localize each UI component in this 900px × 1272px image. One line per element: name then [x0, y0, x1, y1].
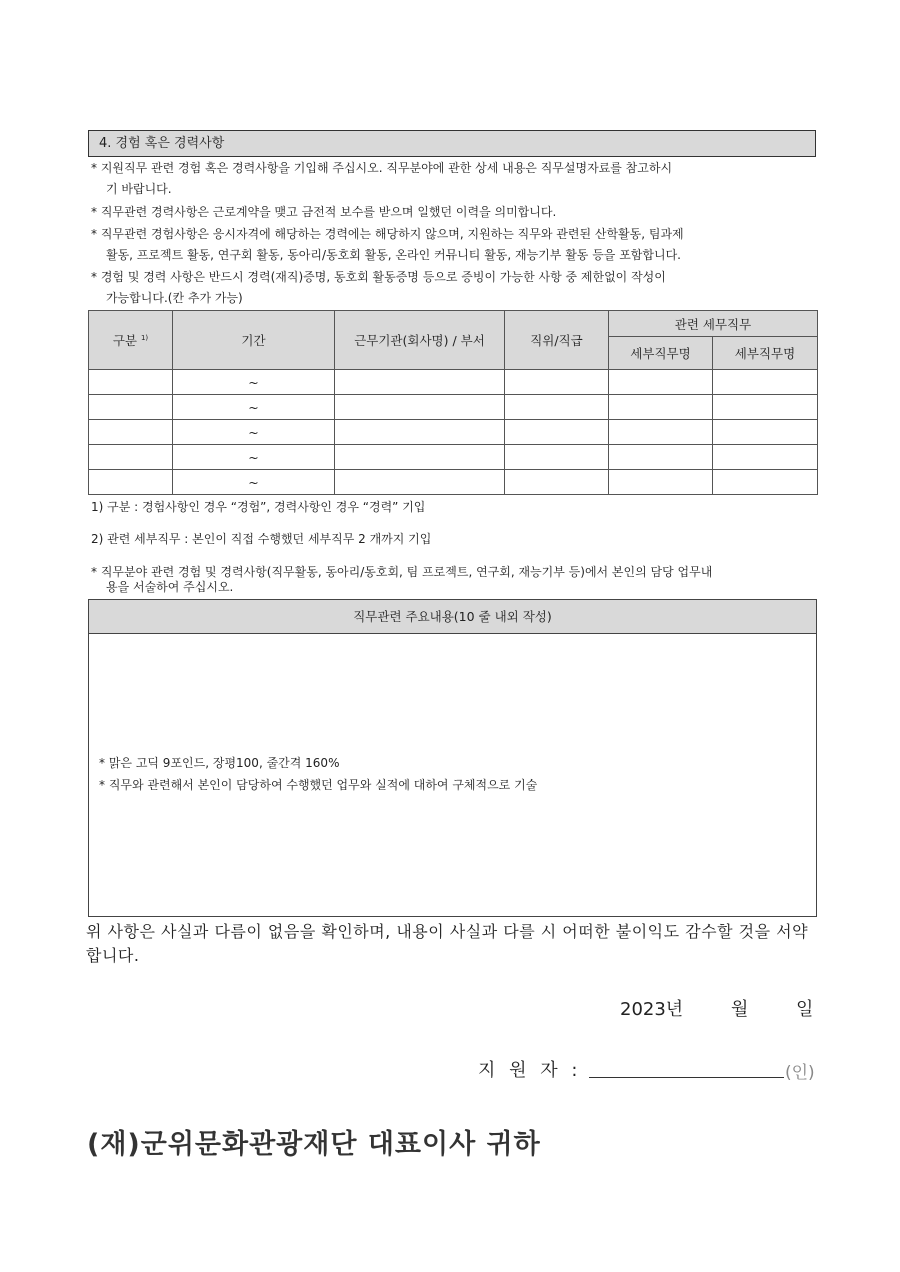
cell-category[interactable] — [89, 395, 173, 420]
cell-category[interactable] — [89, 420, 173, 445]
note-3-line-2: 활동, 프로젝트 활동, 연구회 활동, 동아리/동호회 활동, 온라인 커뮤니티 활동, 재능기부 활동 등을 포함합니다. — [106, 248, 681, 262]
footnote-2: 2) 관련 세부직무 : 본인이 직접 수행했던 세부직무 2 개까지 기입 — [91, 532, 432, 546]
cell-period[interactable]: ~ — [173, 395, 335, 420]
cell-period[interactable]: ~ — [173, 420, 335, 445]
table-row — [89, 395, 818, 420]
duty-header: 직무관련 주요내용(10 줄 내외 작성) — [89, 600, 816, 634]
cell-position[interactable] — [505, 395, 609, 420]
date-day: 일 — [796, 999, 814, 1020]
footnote-1: 1) 구분 : 경험사항인 경우 “경험”, 경력사항인 경우 “경력” 기입 — [91, 500, 426, 514]
applicant-label: 지 원 자 : — [478, 1060, 582, 1081]
table-row — [89, 470, 818, 495]
cell-sub-duty-1[interactable] — [609, 470, 713, 495]
cell-organization[interactable] — [335, 370, 505, 395]
cell-sub-duty-2[interactable] — [713, 420, 818, 445]
recipient: (재)군위문화관광재단 대표이사 귀하 — [87, 1129, 541, 1160]
note-4-line-1: * 경험 및 경력 사항은 반드시 경력(재직)증명, 동호회 활동증명 등으로 증빙이 가능한 사항 중 제한없이 작성이 — [91, 270, 666, 284]
footnote-3-line-1: * 직무분야 관련 경험 및 경력사항(직무활동, 동아리/동호회, 팀 프로젝트, 연구회, 재능기부 등)에서 본인의 담당 업무내 — [91, 565, 713, 579]
header-sub-duty-2: 세부직무명 — [713, 337, 818, 370]
cell-sub-duty-1[interactable] — [609, 370, 713, 395]
header-category: 구분 $^{1)}$ — [89, 311, 173, 370]
signature-line[interactable] — [589, 1077, 784, 1078]
cell-category[interactable] — [89, 470, 173, 495]
footnote-3-line-2: 용을 서술하여 주십시오. — [106, 580, 234, 594]
cell-organization[interactable] — [335, 395, 505, 420]
cell-category[interactable] — [89, 370, 173, 395]
duty-hint-1: * 맑은 고딕 9포인드, 장평100, 줄간격 160% — [99, 756, 340, 770]
note-4-line-2: 가능합니다.(칸 추가 가능) — [106, 291, 243, 305]
cell-period[interactable]: ~ — [173, 445, 335, 470]
duty-hint-2: * 직무와 관련해서 본인이 담당하여 수행했던 업무와 실적에 대하여 구체적으로 기술 — [99, 778, 538, 792]
table-row — [89, 370, 818, 395]
duty-description-box — [88, 599, 817, 917]
cell-sub-duty-2[interactable] — [713, 370, 818, 395]
cell-sub-duty-2[interactable] — [713, 395, 818, 420]
cell-period[interactable]: ~ — [173, 470, 335, 495]
date-month: 월 — [731, 999, 749, 1020]
cell-sub-duty-2[interactable] — [713, 470, 818, 495]
cell-organization[interactable] — [335, 445, 505, 470]
note-3-line-1: * 직무관련 경험사항은 응시자격에 해당하는 경력에는 해당하지 않으며, 지원하는 직무와 관련된 산학활동, 팀과제 — [91, 227, 684, 241]
cell-sub-duty-1[interactable] — [609, 445, 713, 470]
career-table — [88, 310, 818, 495]
seal-mark: (인) — [785, 1063, 815, 1083]
cell-period[interactable]: ~ — [173, 370, 335, 395]
pledge-statement: 위 사항은 사실과 다름이 없음을 확인하며, 내용이 사실과 다를 시 어떠한 불이익도 감수할 것을 서약합니다. — [86, 922, 809, 965]
cell-organization[interactable] — [335, 420, 505, 445]
cell-sub-duty-2[interactable] — [713, 445, 818, 470]
date-year: 2023년 — [620, 999, 684, 1020]
cell-position[interactable] — [505, 445, 609, 470]
cell-category[interactable] — [89, 445, 173, 470]
header-position: 직위/직급 — [505, 311, 609, 370]
table-row — [89, 445, 818, 470]
header-related-duty: 관련 세무직무 — [609, 311, 818, 337]
cell-position[interactable] — [505, 420, 609, 445]
cell-organization[interactable] — [335, 470, 505, 495]
cell-position[interactable] — [505, 370, 609, 395]
section-title: 4. 경험 혹은 경력사항 — [88, 130, 816, 157]
cell-sub-duty-1[interactable] — [609, 395, 713, 420]
cell-sub-duty-1[interactable] — [609, 420, 713, 445]
table-row — [89, 420, 818, 445]
cell-position[interactable] — [505, 470, 609, 495]
note-1-line-1: * 지원직무 관련 경험 혹은 경력사항을 기입해 주십시오. 직무분야에 관한 상세 내용은 직무설명자료를 참고하시 — [91, 161, 673, 175]
header-sub-duty-1: 세부직무명 — [609, 337, 713, 370]
note-1-line-2: 기 바랍니다. — [106, 182, 172, 196]
header-organization: 근무기관(회사명) / 부서 — [335, 311, 505, 370]
header-period: 기간 — [173, 311, 335, 370]
note-2: * 직무관련 경력사항은 근로계약을 맺고 금전적 보수를 받으며 일했던 이력을 의미합니다. — [91, 205, 557, 219]
